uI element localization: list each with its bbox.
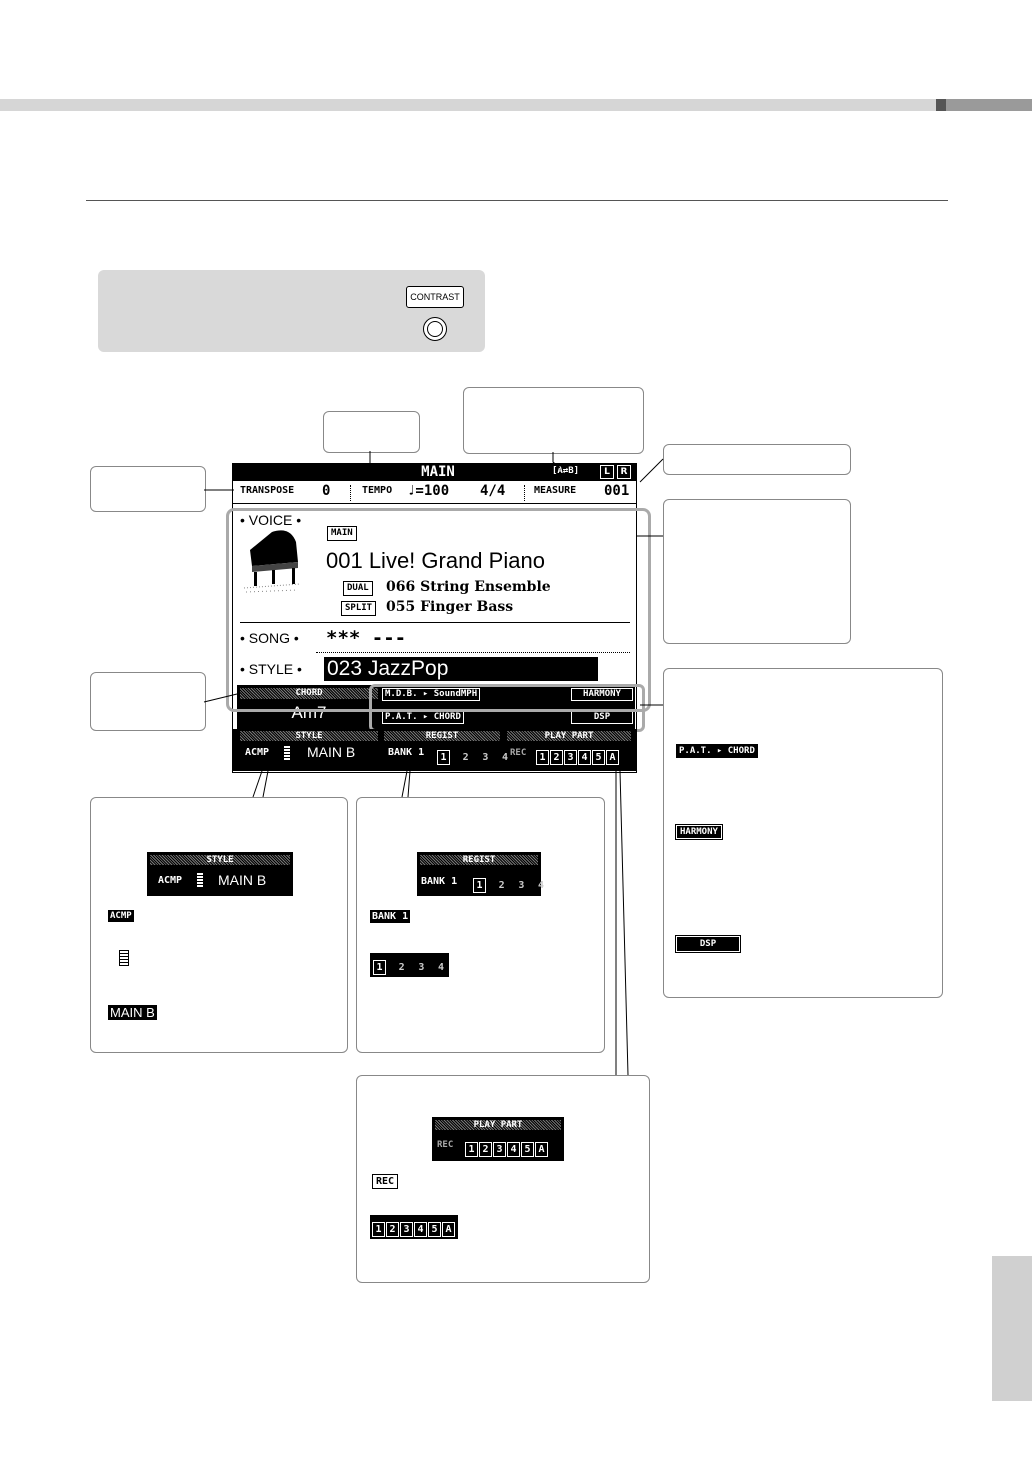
bank-chip: BANK 1 bbox=[372, 911, 409, 922]
song-label: • SONG • bbox=[240, 630, 299, 646]
voice-callout bbox=[663, 499, 851, 644]
l-indicator: L bbox=[600, 465, 614, 479]
rec-indicator: REC bbox=[510, 748, 527, 758]
pp-sample-1: 1 bbox=[465, 1142, 478, 1157]
acmp-chip: ACMP bbox=[110, 911, 132, 921]
regist-sample-1: 1 bbox=[473, 878, 486, 893]
regist-numbers bbox=[437, 745, 510, 765]
style-sample-section: MAIN B bbox=[218, 872, 267, 888]
pp-sample-5: 5 bbox=[521, 1142, 534, 1157]
sync-start-icon bbox=[284, 746, 290, 760]
main-tag: MAIN bbox=[327, 526, 357, 541]
contrast-knob[interactable] bbox=[423, 317, 447, 341]
transpose-label: TRANSPOSE bbox=[240, 485, 295, 496]
acmp-indicator: ACMP bbox=[245, 747, 270, 758]
regist-sample-2: 2 bbox=[498, 880, 505, 891]
regist-sample-3: 3 bbox=[518, 880, 525, 891]
section-rule bbox=[86, 200, 948, 201]
dual-tag: DUAL bbox=[343, 581, 373, 596]
header-band-accent bbox=[946, 99, 1032, 111]
playpart-header: PLAY PART bbox=[507, 731, 631, 741]
r-indicator: R bbox=[617, 465, 631, 479]
regist-sample-header: REGIST bbox=[420, 855, 538, 865]
chord-header: CHORD bbox=[240, 688, 378, 699]
header-band-marker bbox=[936, 99, 946, 111]
pp-sample-2: 2 bbox=[479, 1142, 492, 1157]
contrast-button-label: CONTRAST bbox=[406, 286, 464, 308]
split-tag: SPLIT bbox=[341, 601, 376, 616]
regist-chip-2: 2 bbox=[398, 962, 405, 973]
time-signature: 4/4 bbox=[480, 483, 506, 499]
mdb-indicator: M.D.B. ▸ SoundMPH bbox=[382, 688, 480, 701]
pp-chip-5: 5 bbox=[428, 1222, 441, 1237]
tempo-value: ♩=100 bbox=[407, 483, 450, 499]
regist-header: REGIST bbox=[384, 731, 500, 741]
sync-start-chip-icon bbox=[119, 950, 129, 966]
harmony-chip: HARMONY bbox=[676, 825, 722, 839]
split-voice: 055 Finger Bass bbox=[386, 599, 514, 615]
part-1: 1 bbox=[536, 750, 549, 765]
voice-song-style-highlight bbox=[226, 508, 651, 712]
pp-sample-4: 4 bbox=[507, 1142, 520, 1157]
playpart-sample-rec: REC bbox=[437, 1140, 454, 1150]
style-value: 023 JazzPop bbox=[324, 657, 598, 681]
main-voice: 001 Live! Grand Piano bbox=[326, 548, 545, 573]
section-value: MAIN B bbox=[307, 744, 356, 760]
regist-sample-bank: BANK 1 bbox=[421, 876, 458, 887]
dsp-chip: DSP bbox=[676, 936, 740, 952]
bank-indicator: BANK 1 bbox=[388, 747, 425, 758]
part-numbers-chip bbox=[370, 1215, 458, 1239]
chord-callout bbox=[90, 672, 206, 731]
pp-chip-2: 2 bbox=[386, 1222, 399, 1237]
section-chip: MAIN B bbox=[110, 1005, 155, 1020]
regist-callout bbox=[356, 797, 605, 1053]
side-tab bbox=[992, 1256, 1032, 1401]
dual-voice: 066 String Ensemble bbox=[386, 579, 551, 595]
lcd-title: MAIN bbox=[421, 464, 455, 480]
measure-label: MEASURE bbox=[534, 485, 577, 496]
part-5: 5 bbox=[592, 750, 605, 765]
pp-chip-4: 4 bbox=[414, 1222, 427, 1237]
regist-sample-4: 4 bbox=[537, 880, 545, 891]
tempo-label: TEMPO bbox=[362, 485, 393, 496]
pp-chip-3: 3 bbox=[400, 1222, 413, 1237]
lr-callout bbox=[663, 444, 851, 475]
function-highlight bbox=[369, 684, 645, 732]
playpart-callout bbox=[356, 1075, 650, 1283]
transpose-callout bbox=[90, 466, 206, 512]
style-sample-sync-icon bbox=[197, 873, 203, 887]
regist-sample-numbers bbox=[473, 873, 546, 893]
regist-chip-4: 4 bbox=[437, 962, 445, 973]
playpart-sample-header: PLAY PART bbox=[435, 1120, 561, 1130]
voice-label: • VOICE • bbox=[240, 512, 302, 528]
regist-1: 1 bbox=[437, 750, 450, 765]
pp-chip-a: A bbox=[442, 1222, 455, 1237]
status-row bbox=[232, 481, 637, 504]
regist-chip-1: 1 bbox=[373, 960, 386, 975]
pp-sample-3: 3 bbox=[493, 1142, 506, 1157]
style-label: • STYLE • bbox=[240, 661, 302, 677]
harmony-indicator: HARMONY bbox=[571, 688, 633, 701]
part-a: A bbox=[606, 750, 619, 765]
style-header: STYLE bbox=[240, 731, 378, 741]
transpose-value: 0 bbox=[322, 483, 331, 499]
contrast-panel bbox=[98, 270, 485, 352]
part-4: 4 bbox=[578, 750, 591, 765]
pat-chip: P.A.T. ▸ CHORD bbox=[676, 744, 758, 758]
header-band bbox=[0, 99, 1032, 111]
pp-chip-1: 1 bbox=[372, 1222, 385, 1237]
regist-4: 4 bbox=[501, 752, 509, 763]
part-2: 2 bbox=[550, 750, 563, 765]
part-3: 3 bbox=[564, 750, 577, 765]
regist-chip-3: 3 bbox=[418, 962, 425, 973]
part-numbers bbox=[536, 745, 620, 765]
tempo-callout bbox=[323, 411, 420, 453]
ab-indicator: [A⇄B] bbox=[552, 466, 580, 476]
chord-value: Am7 bbox=[291, 703, 327, 722]
rec-chip: REC bbox=[372, 1174, 398, 1189]
song-value: *** --- bbox=[326, 627, 407, 649]
pat-indicator: P.A.T. ▸ CHORD bbox=[382, 711, 464, 724]
playpart-sample-numbers bbox=[465, 1137, 549, 1157]
style-sample-header: STYLE bbox=[150, 855, 290, 865]
ab-callout bbox=[463, 387, 644, 454]
dsp-indicator: DSP bbox=[571, 711, 633, 724]
regist-2: 2 bbox=[462, 752, 469, 763]
regist-numbers-chip bbox=[370, 953, 449, 977]
pp-sample-a: A bbox=[535, 1142, 548, 1157]
regist-3: 3 bbox=[482, 752, 489, 763]
style-sample-acmp: ACMP bbox=[158, 875, 183, 886]
measure-value: 001 bbox=[604, 483, 630, 499]
